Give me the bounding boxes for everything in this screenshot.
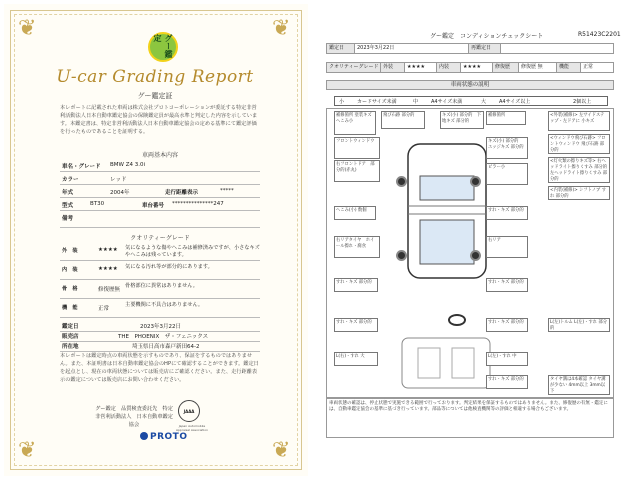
quality-row-interior: 内 装 ★★★★ 気になる汚れ等が部分的にあります。 — [60, 262, 260, 280]
address-row: 所在地 埼玉県日高市森戸新田64-2 — [60, 340, 260, 352]
damage-note-box: すれ・キズ 部分的 — [334, 278, 378, 292]
damage-note-box: キズ(小) 部分的 下地キズ 部分的 — [440, 111, 484, 129]
sheet-title: グー鑑定 コンディションチェックシート — [430, 33, 544, 40]
tire-tread-note: タイヤ溝は4本確認 タイヤ溝が少ない 4mm以上 3mm以下 — [548, 375, 610, 395]
vehicle-name-row: 車名・グレード BMW Z4 3.0i — [60, 160, 260, 172]
damage-note-box: L(右)・すれ 大 — [334, 352, 378, 366]
corner-ornament-icon: ❦ — [18, 438, 37, 463]
vehicle-remarks-row: 備考 — [60, 212, 260, 228]
damage-note-box: ピラー小 — [486, 163, 528, 185]
vehicle-condition-heading: 車両状態の説明 — [326, 80, 614, 90]
corner-ornament-icon: ❦ — [18, 16, 37, 41]
damage-note-box: すれ・キズ 部分的 — [486, 206, 528, 220]
jaaa-logo: JAAA — [178, 400, 200, 422]
sheet-disclaimer: 車両状態の確認は、停止状態で実施できる範囲で行っております。判定結果を保証するものではありません。また、修復歴の有無・鑑定には、自動車鑑定協会の基準に基づき行っています。部品等については他検査機関等の評価と相違する場合もございます。 — [326, 398, 614, 438]
interior-repair-note: <内装(補修)> シフトノブ すれ 部分的 — [548, 186, 610, 200]
damage-note-box: 右フロントドア 部分的(赤丸) — [334, 160, 380, 182]
vehicle-color-row: カラー レッド — [60, 173, 260, 185]
rear-left-tire-icon — [396, 250, 407, 261]
vehicle-year-row: 年式 2004年 走行距離表示 ***** — [60, 186, 260, 198]
damage-note-box: すれ・キズ 部分的 — [334, 318, 378, 332]
damage-note-box: すれ・キズ 部分的 — [486, 375, 528, 389]
damage-note-box: 飛び石跡 部分的 — [381, 111, 425, 129]
jaaa-caption: Japan Automobile Appraisal Association — [175, 424, 209, 432]
damage-note-box: すれ・キズ 部分的 — [486, 278, 528, 292]
proto-mark-icon — [140, 432, 148, 440]
appraisal-date-table-row: 鑑定日 2023年3月22日 再鑑定日 — [326, 43, 614, 54]
damage-note-box: L(左)・すれ 中 — [486, 352, 528, 366]
proto-logo: PROTO — [140, 432, 187, 442]
exterior-repair-note: <外装(補修)> 左サイドステップ・左ドアに 小キズ — [548, 111, 610, 131]
corner-ornament-icon: ❦ — [272, 16, 291, 41]
damage-note-box: 右リアタイヤ ホイール擦れ・腐食 — [334, 236, 380, 258]
damage-note-box: キズ(小) 部分的 エッジキズ 部分的 — [486, 137, 528, 159]
sheet-id: R51423C2201 — [578, 31, 621, 38]
certificate-intro: 本レポートに記載された車両は株式会社プロトコーポレーションが委託する特定非営利活動法人日本自動車鑑定協会の保険鑑定員が最高水準と判定した内容を示しています。本鑑定書は、特定非営利活動法人日本自動車鑑定協会の定める基準にて鑑定評価を行ったものであることを証明する。 — [60, 105, 258, 135]
front-right-tire-icon — [470, 176, 481, 187]
appraisal-date-row: 鑑定日 2023年3月22日 — [60, 320, 260, 332]
interior-wear-note: L(左)トルム L(左)・すれ 部分的 — [548, 318, 610, 332]
damage-size-legend: 小 カードサイズ未満 中 A4サイズ未満 大 A4サイズ以上 2個以上 — [334, 96, 608, 106]
certificate-title: U-car Grading Report — [56, 67, 254, 87]
quality-section-heading: クオリティーグレード — [130, 235, 190, 242]
certificate-note: 本レポートは鑑定時点の車両状態を示すものであり、保証をするものではありません。また、本証明書は日本自動車鑑定協会のHPにて確認することができます。鑑定日を起点とし、現在の車両状態については販売店にご確認ください。また、走行距離表示の鑑定については販売店にお問い合わせください。 — [60, 353, 259, 383]
goo-appraisal-logo: グー鑑定 — [148, 32, 178, 62]
car-interior-diagram — [396, 334, 496, 392]
headlight-note: <灯火類の擦りキズ等> 右ヘッドライト擦りくすみ 部分的 左ヘッドライト擦りくすみ 部分的 — [548, 157, 610, 183]
front-left-tire-icon — [396, 176, 407, 187]
quality-row-function: 機 能 正常 主要機関に不具合はありません。 — [60, 300, 260, 318]
damage-note-box: フロントウィンドウ — [334, 137, 380, 159]
damage-note-box: すれ・キズ 部分的 — [486, 318, 528, 332]
damage-note-box: へこみ(小) 数個 — [334, 206, 376, 220]
quality-row-exterior: 外 装 ★★★★ 気になるような傷やへこみは補修済みですが、小さなキズやへこみは残っています。 — [60, 243, 260, 261]
vehicle-section-heading: 車両基本内容 — [141, 152, 178, 159]
certificate-footer: グー鑑定 品質検査委託先 特定非営利活動法人 日本自動車鑑定協会 — [95, 406, 173, 428]
quality-grade-table-row: クオリティーグレード 外装 ★★★★ 内装 ★★★★ 修復歴 修復歴 無 機能 正常 — [326, 62, 614, 73]
damage-note-box: 補修箇所 — [486, 111, 526, 125]
steering-wheel-icon — [448, 314, 466, 326]
windshield-chip-note: <ウィンドウ飛び石跡> フロントウィンドウ 飛び石跡 部分的 — [548, 134, 610, 154]
quality-row-frame: 骨 格 修復歴無 骨格部位に異常はありません。 — [60, 281, 260, 299]
dealer-row: 販売店 THE PHOENIX ザ・フェニックス — [60, 330, 260, 342]
vehicle-model-row: 型式 BT30 車台番号 ***************247 — [60, 199, 260, 211]
corner-ornament-icon: ❦ — [272, 438, 291, 463]
damage-note-box: 右リア — [486, 236, 528, 258]
rear-right-tire-icon — [470, 250, 481, 261]
certificate-subtitle: グー鑑定証 — [137, 92, 173, 100]
damage-note-box: 補修箇所 塗装キズ へこみ小 — [334, 111, 376, 135]
